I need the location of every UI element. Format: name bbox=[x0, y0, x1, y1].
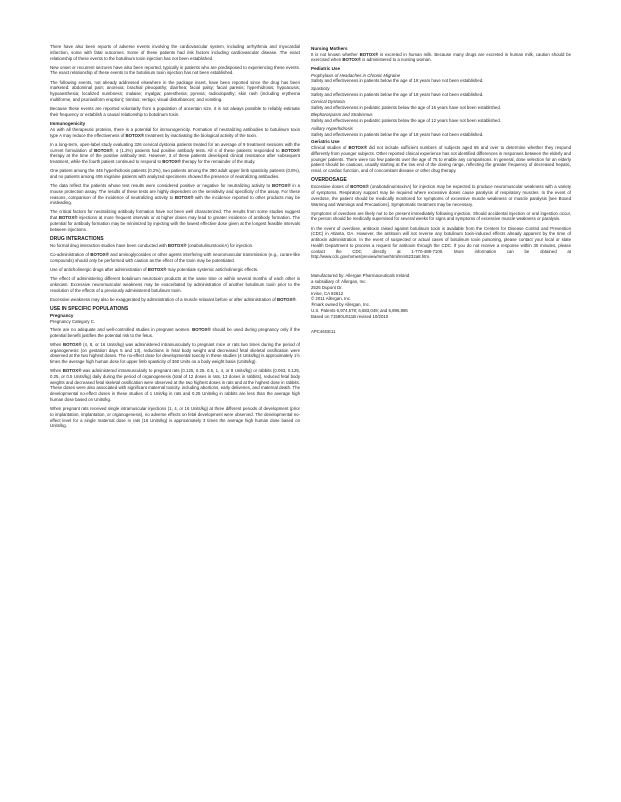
paragraph: The critical factors for neutralizing antibody formation have not been well characterized. The results from some studies suggest that BOTOX® injections at more frequent intervals or at higher doses may lead to greater incidence of antibody formation. The potential for antibody formation may be minimized by injecting with the lowest effective dose given at the longest feasible intervals between injections. bbox=[50, 209, 300, 232]
left-column bbox=[50, 44, 300, 433]
section-heading-drug-interactions: DRUG INTERACTIONS bbox=[50, 235, 104, 242]
section-heading-pregnancy: Pregnancy bbox=[50, 313, 74, 319]
subheading: Cervical Dystonia bbox=[311, 99, 345, 105]
paragraph: Because these events are reported voluntarily from a population of uncertain size, it is not always possible to reliably estimate their frequency or establish a causal relationship to botulinum toxin. bbox=[50, 105, 300, 117]
paragraph: Use of anticholinergic drugs after administration of BOTOX® may potentiate systemic anticholinergic effects. bbox=[50, 266, 259, 272]
paragraph: When BOTOX® (4, 8, or 16 Units/kg) was administered intramuscularly to pregnant mice or rats two times during the period of organogenesis (on gestation days 5 and 13), reductions in fetal body weight and decreased fetal skeletal ossification were observed at the two highest doses. The no-effect dose for developmental toxicity in these studies (4 Units/kg) is approximately 1½ times the average high human dose for upper limb spasticity of 360 Units on a body weight basis (Units/kg). bbox=[50, 341, 300, 365]
paragraph: One patient among the 445 hyperhidrosis patients (0.2%), two patients among the 380 adult upper limb spasticity patients (0.5%), and no patients among 406 migraine patients with analyzed specimens showed the presence of neutralizing antibodies. bbox=[50, 168, 300, 179]
paragraph: There have also been reports of adverse events involving the cardiovascular system, including arrhythmia and myocardial infarction, some with fatal outcomes. Some of these patients had risk factors including cardiovascular disease. The exact relationship of these events to the botulinum toxin injection has not been established. bbox=[50, 44, 300, 61]
spacer bbox=[311, 319, 571, 329]
paragraph: The data reflect the patients whose test results were considered positive or negative for neutralizing activity to BOTOX® in a mouse protection assay. The results of these tests are highly dependent on the sensitivity and specificity of the assay. For these reasons, comparison of the incidence of neutralizing activity to BOTOX® with the incidence reported to other products may be misleading. bbox=[50, 183, 300, 206]
paragraph: Excessive weakness may also be exaggerated by administration of a muscle relaxant before or after administration of BOTOX®. bbox=[50, 296, 297, 302]
paragraph: New onset or recurrent seizures have also been reported, typically in patients who are predisposed to experiencing these events. The exact relationship of these events to the botulinum toxin injection has not been established. bbox=[50, 64, 300, 76]
subheading: Blepharospasm and Strabismus bbox=[311, 112, 373, 118]
section-heading-pediatric-use: Pediatric Use bbox=[311, 66, 341, 72]
manufacturer-line: Irvine, CA 92612 bbox=[311, 290, 344, 296]
manufacturer-line: Based on 71580US11B revised 10/2010 bbox=[311, 313, 389, 319]
manufacturer-line: U.S. Patents 6,974,578; 6,683,049; and 6,896,886 bbox=[311, 307, 408, 313]
manufacturer-line: © 2011 Allergan, Inc. bbox=[311, 296, 352, 302]
paragraph: The effect of administering different botulinum neurotoxin products at the same time or within several months of each other is unknown. Excessive neuromuscular weakness may be exacerbated by administration of another botulinum toxin prior to the resolution of the effects of a previously administered botulinum toxin. bbox=[50, 276, 300, 293]
paragraph: In a long-term, open-label study evaluating 326 cervical dystonia patients treated for an average of 9 treatment sessions with the current formulation of BOTOX®, 4 (1.2%) patients had positive antibody tests. All 4 of these patients responded to BOTOX® therapy at the time of the positive antibody test. However, 3 of these patients developed clinical resistance after subsequent treatment, while the fourth patient continued to respond to BOTOX® therapy for the remainder of the study. bbox=[50, 141, 301, 165]
paragraph: There are no adequate and well-controlled studies in pregnant women. BOTOX® should be used during pregnancy only if the potential benefit justifies the potential risk to the fetus. bbox=[50, 326, 301, 338]
spacer bbox=[311, 263, 571, 273]
paragraph: Clinical studies of BOTOX® did not include sufficient numbers of subjects aged 65 and over to determine whether they respond differently from younger subjects. Other reported clinical experience has not identified differences in responses between the elderly and younger patients. There were too few patients over the age of 75 to enable any comparisons. In general, dose selection for an elderly patient should be cautious, usually starting at the low end of the dosing range, reflecting the greater frequency of decreased hepatic, renal, or cardiac function, and of concomitant disease or other drug therapy. bbox=[311, 145, 571, 174]
paragraph: Safety and effectiveness in pediatric patients below the age of 12 years have not been established. bbox=[311, 118, 501, 124]
paragraph: When pregnant rats received single intramuscular injections (1, 4, or 16 Units/kg) at three different periods of development (prior to implantation, implantation, or organogenesis), no adverse effects on fetal development were observed. The developmental no-effect level for a single maternal dose in rats (16 Units/kg) is approximately 3 times the average high human dose based on Units/kg. bbox=[50, 406, 300, 429]
manufacturer-line: a subsidiary of: Allergan, Inc. bbox=[311, 279, 367, 285]
paragraph: The following events, not already addressed elsewhere in the package insert, have been reported since the drug has been marketed: abdominal pain; anorexia; brachial plexopathy; diarrhea; facial palsy; facial paresis; hyperhidrosis; hypoacusis; hypoaesthesia; localized numbness; malaise; myalgia; paresthesia; pyrexia; radiculopathy; skin rash (including erythema multiforme, and psoriasiform eruption); tinnitus; vertigo; visual disturbances; and vomiting. bbox=[50, 79, 300, 102]
manufacturer-line: ®mark owned by Allergan, Inc. bbox=[311, 302, 370, 308]
section-heading-nursing-mothers: Nursing Mothers bbox=[311, 45, 348, 51]
paragraph: Co-administration of BOTOX® and aminoglycosides or other agents interfering with neuromuscular transmission (e.g., curare-like compounds) should only be performed with caution as the effect of the toxin may be potentiated. bbox=[50, 252, 301, 263]
paragraph: Symptoms of overdose are likely not to be present immediately following injection. Should accidental injection or oral ingestion occur, the person should be medically supervised for several weeks for signs and symptoms of excessive muscle weakness or paralysis. bbox=[311, 210, 571, 222]
paragraph: Safety and effectiveness in patients below the age of 18 years have not been established. bbox=[311, 78, 484, 84]
manufacturer-line: Manufactured by: Allergan Pharmaceuticals Ireland bbox=[311, 273, 410, 279]
right-column bbox=[311, 44, 571, 335]
subheading: Prophylaxis of Headaches in Chronic Migraine bbox=[311, 72, 401, 78]
paragraph: Pregnancy Category C. bbox=[50, 319, 96, 325]
section-heading-geriatric-use: Geriatric Use bbox=[311, 139, 340, 145]
section-heading-immunogenicity: Immunogenicity bbox=[50, 120, 86, 126]
paragraph: When BOTOX® was administered intramuscularly to pregnant rats (0.125, 0.25, 0.5, 1, 4, or 8 Units/kg) or rabbits (0.063, 0.125, 0.25, or 0.5 Units/kg) daily during the period of organogenesis (total of 12 doses in rats, 13 doses in rabbits), reduced fetal body weights and decreased fetal skeletal ossification were observed at the two highest doses in rats and at the highest dose in rabbits. These doses were also associated with significant maternal toxicity, including abortions, early deliveries, and maternal death. The developmental no-effect doses in these studies of 1 Unit/kg in rats and 0.25 Units/kg in rabbits are less than the average high human dose based on Units/kg. bbox=[50, 368, 300, 402]
paragraph: Safety and effectiveness in patients below the age of 18 years have not been established. bbox=[311, 91, 484, 97]
section-heading-overdosage: OVERDOSAGE bbox=[311, 177, 347, 184]
paragraph: As with all therapeutic proteins, there is a potential for immunogenicity. Formation of neutralizing antibodies to botulinum toxin type A may reduce the effectiveness of BOTOX® treatment by inactivating the biological activity of the toxin. bbox=[50, 126, 300, 138]
document-code: APC46GE11 bbox=[311, 329, 336, 335]
subheading: Spasticity bbox=[311, 85, 330, 91]
paragraph: It is not known whether BOTOX® is excreted in human milk. Because many drugs are excreted in human milk, caution should be exercised when BOTOX® is administered to a nursing woman. bbox=[311, 51, 571, 63]
section-heading-specific-populations: USE IN SPECIFIC POPULATIONS bbox=[50, 305, 129, 312]
paragraph: Safety and effectiveness in pediatric patients below the age of 16 years have not been established. bbox=[311, 104, 501, 110]
paragraph: No formal drug interaction studies have been conducted with BOTOX® (onabotulinumtoxinA) for injection. bbox=[50, 242, 254, 248]
manufacturer-line: 2525 Dupont Dr. bbox=[311, 284, 343, 290]
paragraph: Safety and effectiveness in patients below the age of 18 years have not been established. bbox=[311, 131, 484, 137]
subheading: Axillary Hyperhidrosis bbox=[311, 125, 353, 131]
paragraph: Excessive doses of BOTOX® (onabotulinumtoxinA) for injection may be expected to produce neuromuscular weakness with a variety of symptoms. Respiratory support may be required where excessive doses cause paralysis of respiratory muscles. In the event of overdose, the patient should be medically monitored for symptoms of excessive muscle weakness or muscle paralysis [see Boxed Warning and Warnings and Precautions]. Symptomatic treatment may be necessary. bbox=[311, 184, 571, 207]
paragraph: In the event of overdose, antitoxin raised against botulinum toxin is available from the Centers for Disease Control and Prevention (CDC) in Atlanta, GA. However, the antitoxin will not reverse any botulinum toxin-induced effects already apparent by the time of antitoxin administration. In the event of suspected or actual cases of botulinum toxin poisoning, please contact your local or state Health Department to process a request for antitoxin through the CDC. If you do not receive a response within 30 minutes, please contact the CDC directly at 1-770-488-7100. More information can be obtained at http://www.cdc.gov/mmwr/preview/mmwrhtml/mm5232a8.htm. bbox=[311, 225, 571, 260]
